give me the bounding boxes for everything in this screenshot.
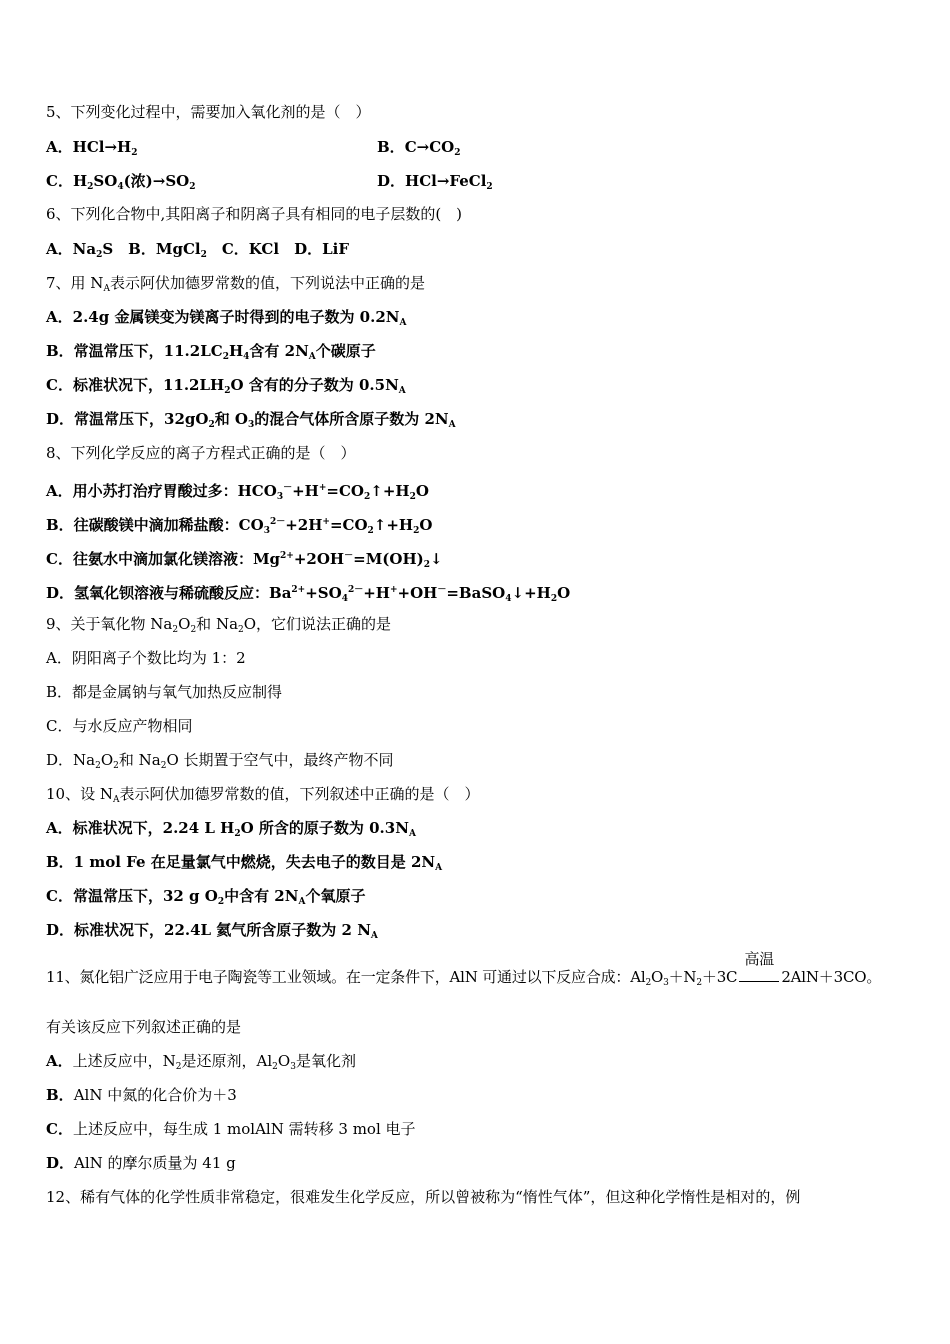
question-12-stem: 12、稀有气体的化学性质非常稳定，很难发生化学反应，所以曾被称为“惰性气体”，但这种化学惰性是相对的，例 [46,1188,801,1206]
question-8-option-a: A．用小苏打治疗胃酸过多：$HCO_3^-+H^+=CO_2↑+H_2O$ [46,482,429,502]
question-9-option-a: A．阴阳离子个数比均为 1：2 [46,649,246,667]
question-11-option-a: A．上述反应中，$N_2$是还原剂，$Al_2O_3$是氧化剂 [46,1052,356,1072]
question-9-option-b: B．都是金属钠与氧气加热反应制得 [46,683,283,701]
question-10-option-d: D．标准状况下，22.4L 氦气所含原子数为 2 $N_A$ [46,921,378,941]
question-10-option-a: A．标准状况下，2.24 L $H_2O$ 所含的原子数为 $0.3N_A$ [46,819,416,839]
question-11-option-d: D．AlN 的摩尔质量为 41 g [46,1154,236,1172]
question-9-option-d: D．$Na_2O_2$和 $Na_2O$ 长期置于空气中，最终产物不同 [46,751,394,771]
question-9-stem: 9、关于氧化物 $Na_2O_2$和 $Na_2O$，它们说法正确的是 [46,615,392,635]
question-5-option-a: A．$HCl\to H_2$ [46,138,138,158]
question-11-option-b: B．AlN 中氮的化合价为＋3 [46,1086,237,1104]
question-5-option-c: C．$H_2SO_4$(浓)$\to SO_2$ [46,172,196,192]
question-11-option-c: C．上述反应中，每生成 1 molAlN 需转移 3 mol 电子 [46,1120,416,1138]
question-10-stem: 10、设 $N_A$表示阿伏加德罗常数的值，下列叙述中正确的是（ ） [46,785,480,805]
reaction-condition-arrow [739,950,779,982]
question-7-option-a: A．2.4g 金属镁变为镁离子时得到的电子数为 $0.2N_A$ [46,308,407,328]
question-11-stem-line2: 有关该反应下列叙述正确的是 [46,1018,242,1036]
question-5-option-d: D．HCl→FeCl$_2$ [377,172,493,192]
question-9-option-c: C．与水反应产物相同 [46,717,193,735]
question-6-stem: 6、下列化合物中,其阳离子和阴离子具有相同的电子层数的( ) [46,205,463,223]
question-7-stem: 7、用 $N_A$表示阿伏加德罗常数的值，下列说法中正确的是 [46,274,425,294]
question-8-stem: 8、下列化学反应的离子方程式正确的是（ ） [46,444,356,462]
question-7-option-d: D．常温常压下，$32gO_2$和 $O_3$的混合气体所含原子数为 $2N_A$ [46,410,456,430]
question-7-option-c: C．标准状况下，$11.2LH_2O$ 含有的分子数为 $0.5N_A$ [46,376,406,396]
question-11-stem: 11、氮化铝广泛应用于电子陶瓷等工业领域。在一定条件下，AlN 可通过以下反应合成：$Al_2O_3+N_2+3C$ 高温 2AlN＋3CO。 [46,950,882,988]
question-7-option-b: B．常温常压下，$11.2LC_2H_4$含有 $2N_A$个碳原子 [46,342,376,362]
question-10-option-b: B．1 mol Fe 在足量氯气中燃烧，失去电子的数目是 $2N_A$ [46,853,443,873]
question-6-options: A．$Na_2S$ B．MgCl$_2$ C．KCl D．LiF [46,240,349,260]
question-8-option-d: D．氢氧化钡溶液与稀硫酸反应：$Ba^{2+}+SO_4^{2-}+H^++OH^-=BaSO_4↓+H_2O$ [46,584,571,604]
question-10-option-c: C．常温常压下，32 g $O_2$中含有 $2N_A$个氧原子 [46,887,366,907]
question-5-stem: 5、下列变化过程中，需要加入氧化剂的是（ ） [46,103,371,121]
question-5-option-b: B．$C\to CO_2$ [377,138,461,158]
question-8-option-c: C．往氨水中滴加氯化镁溶液：$Mg^{2+}+2OH^-=M(OH)_2↓$ [46,550,443,570]
reaction-condition-label: 高温 [744,950,775,968]
question-8-option-b: B．往碳酸镁中滴加稀盐酸：$CO_3^{2-}+2H^+=CO_2↑+H_2O$ [46,516,433,536]
